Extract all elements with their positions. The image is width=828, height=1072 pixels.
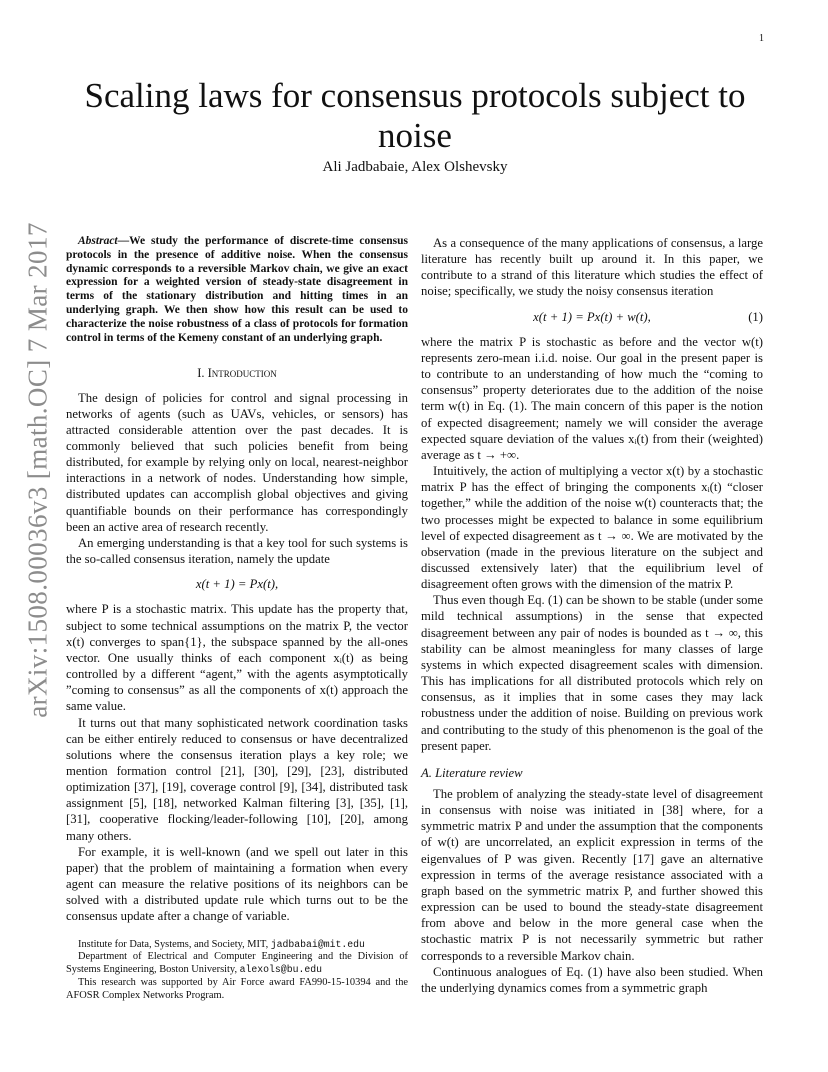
subsection-heading-literature-review: A. Literature review (421, 765, 523, 780)
equation-number: (1) (748, 309, 763, 324)
right-paragraph-3: Intuitively, the action of multiplying a vector x(t) by a stochastic matrix P has the effect of bringing the components xᵢ(t) “closer together,” while the addition of the noise w(t) counteracts that; the two processes might be expected to balance in some equilibrium level of expected disagreement as t → ∞. We are motivated by the observation (made in the previous literature on the subject and discussed extensively later) that the equilibrium level of disagreement often grows with the dimension of the matrix P. (421, 464, 763, 592)
arxiv-identifier-stamp[interactable]: arXiv:1508.00036v3 [math.OC] 7 Mar 2017 (22, 222, 53, 718)
right-paragraph-6: Continuous analogues of Eq. (1) have also been studied. When the underlying dynamics comes from a symmetric graph (421, 964, 763, 995)
section-heading-introduction: I. Introduction (197, 366, 277, 381)
footnote-text: Institute for Data, Systems, and Society, MIT, (78, 938, 271, 950)
footnote-funding: This research was supported by Air Force award FA990-15-10394 and the AFOSR Complex Networks Program. (66, 976, 408, 1001)
footnote-text: Department of Electrical and Computer Engineering and the Division of Systems Engineering, Boston University, (66, 951, 408, 976)
intro-paragraph-5: For example, it is well-known (and we spell out later in this paper) that the problem of maintaining a formation when every agent can measure the relative positions of its neighbors can be solved with a distributed update rule which turns out to be the consensus update after a change of variable. (66, 844, 408, 924)
intro-paragraph-1: The design of policies for control and signal processing in networks of agents (such as UAVs, vehicles, or sensors) has attracted considerable attention over the past decades. It is commonly believed that such policies benefit from being distributed, for example by relying only on local, nearest-neighbor interactions in a network of nodes. Understanding how simple, distributed updates can accomplish global objectives and giving quantifiable bounds on their performance has correspondingly been an active area of research recently. (66, 390, 408, 534)
right-column (421, 235, 763, 996)
equation-body: x(t + 1) = Px(t) + w(t), (533, 309, 651, 324)
intro-paragraph-4: It turns out that many sophisticated network coordination tasks can be either entirely reduced to consensus or have decentralized solutions where the consensus iteration plays a key role; we mention formation control [21], [30], [29], [23], distributed optimization [37], [19], coverage control [9], [34], distributed task assignment [5], [18], networked Kalman filtering [3], [35], [1], [31], cooperative flocking/leader-following [10], [20], among many others. (66, 715, 408, 843)
right-paragraph-2: where the matrix P is stochastic as before and the vector w(t) represents zero-mean i.i.d. noise. Our goal in the present paper is to contribute to an understanding of how much the “coming to consensus” property deteriorates due to the addition of the noise term w(t) in Eq. (1). The main concern of this paper is the notion of expected disagreement; namely we will consider the average expected square deviation of the values xᵢ(t) from their (weighted) average as t → +∞. (421, 334, 763, 462)
email-link-mit[interactable]: jadbabai@mit.edu (270, 938, 365, 950)
right-paragraph-5: The problem of analyzing the steady-state level of disagreement in consensus with noise was initiated in [38] where, for a symmetric matrix P and under the assumption that the components of w(t) are uncorrelated, an explicit expression in terms of the eigenvalues of P was given. Recently [17] gave an alternative expression in terms of the average resistance associated with a graph based on the symmetric matrix P, and further showed this expression can be used to bound the steady-state disagreement from above and below in the more general case when the stochastic matrix P is not necessarily symmetric but rather corresponds to a reversible Markov chain. (421, 787, 763, 963)
footnote-affiliation-mit (66, 939, 408, 952)
page-number: 1 (759, 33, 764, 44)
paper-title: Scaling laws for consensus protocols subject to noise (84, 76, 746, 155)
abstract-lead: Abstract (78, 235, 118, 247)
footnotes (66, 939, 408, 1003)
right-paragraph-4: Thus even though Eq. (1) can be shown to be stable (under some mild technical assumptions) in the sense that expected disagreement between any pair of nodes is bounded as t → ∞, this stability can be almost meaningless for many classes of large systems in which expected disagreement scales with dimension. This has implications for all distributed protocols which rely on consensus, as it implies that in some cases they may lack robustness under the addition of noise. Building on previous work and contributing to the study of this phenomenon is the goal of the present paper. (421, 593, 763, 753)
consensus-equation: x(t + 1) = Px(t), (195, 577, 279, 592)
noisy-consensus-equation (421, 309, 763, 325)
footnote-affiliation-bu (66, 951, 408, 977)
left-column (66, 235, 408, 1003)
right-paragraph-1: As a consequence of the many applications of consensus, a large literature has recently built up around it. In this paper, we contribute to a strand of this literature which studies the effect of noise; specifically, we study the noisy consensus iteration (421, 236, 763, 299)
intro-paragraph-3: where P is a stochastic matrix. This update has the property that, subject to some technical assumptions on the matrix P, the vector x(t) converges to span{1}, the subspace spanned by the all-ones vector. One usually thinks of each component xᵢ(t) as being controlled by a different “agent,” with the agents asymptotically ”coming to consensus” as all the components of x(t) approach the same value. (66, 602, 408, 714)
intro-paragraph-2: An emerging understanding is that a key tool for such systems is the so-called consensus iteration, namely the update (66, 535, 408, 567)
email-link-bu[interactable]: alexols@bu.edu (239, 964, 322, 976)
abstract-text: —We study the performance of discrete-time consensus protocols in the presence of additive noise. When the consensus dynamic corresponds to a reversible Markov chain, we give an exact expression for a weighted version of steady-state disagreement in terms of the stationary distribution and hitting times in an underlying graph. We then show how this result can be used to characterize the noise robustness of a class of protocols for formation control in terms of the Kemeny constant of an underlying graph. (66, 235, 408, 344)
paper-authors: Ali Jadbabaie, Alex Olshevsky (322, 159, 508, 175)
abstract (66, 235, 408, 345)
